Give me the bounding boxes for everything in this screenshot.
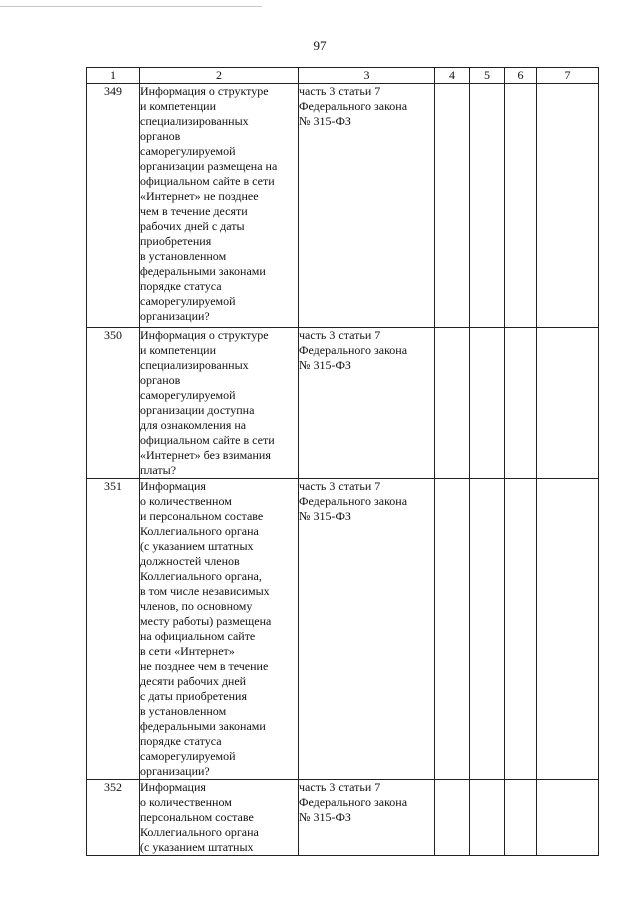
column-header-7: 7	[537, 68, 599, 84]
law-reference: часть 3 статьи 7 Федерального закона № 315-ФЗ	[299, 328, 435, 479]
top-divider-line	[0, 6, 262, 7]
table-row	[87, 84, 599, 328]
column-5-cell	[470, 328, 505, 479]
column-6-cell	[505, 780, 537, 856]
row-number: 349	[87, 84, 140, 328]
column-header-3: 3	[299, 68, 435, 84]
question-text: Информация о структуре и компетенции специализированных органов саморегулируемой организации доступна для ознакомления на официальном сайте в сети «Интернет» без взимания платы?	[140, 328, 299, 479]
law-reference: часть 3 статьи 7 Федерального закона № 315-ФЗ	[299, 84, 435, 328]
question-text: Информация о структуре и компетенции специализированных органов саморегулируемой организации размещена на официальном сайте в сети «Интернет» не позднее чем в течение десяти рабочих дней с даты приобретения в установленном федеральными законами порядке статуса саморегулируемой организации?	[140, 84, 299, 328]
column-header-2: 2	[140, 68, 299, 84]
question-text: Информация о количественном и персональном составе Коллегиального органа (с указанием штатных должностей членов Коллегиального органа, в том числе независимых членов, по основному месту работы) размещена на официальном сайте в сети «Интернет» не позднее чем в течение десяти рабочих дней с даты приобретения в установленном федеральными законами порядке статуса саморегулируемой организации?	[140, 479, 299, 780]
column-7-cell	[537, 328, 599, 479]
table-row	[87, 780, 599, 856]
column-4-cell	[435, 479, 470, 780]
column-header-1: 1	[87, 68, 140, 84]
column-4-cell	[435, 328, 470, 479]
column-7-cell	[537, 84, 599, 328]
column-header-5: 5	[470, 68, 505, 84]
column-header-6: 6	[505, 68, 537, 84]
question-text: Информация о количественном персональном составе Коллегиального органа (с указанием штатных	[140, 780, 299, 856]
column-7-cell	[537, 479, 599, 780]
table-row	[87, 479, 599, 780]
column-4-cell	[435, 780, 470, 856]
row-number: 352	[87, 780, 140, 856]
column-6-cell	[505, 479, 537, 780]
header-row	[87, 68, 599, 84]
checklist-table	[86, 67, 599, 856]
column-5-cell	[470, 84, 505, 328]
column-5-cell	[470, 780, 505, 856]
column-6-cell	[505, 328, 537, 479]
table-row	[87, 328, 599, 479]
page-number: 97	[313, 38, 327, 53]
law-reference: часть 3 статьи 7 Федерального закона № 315-ФЗ	[299, 479, 435, 780]
row-number: 351	[87, 479, 140, 780]
column-4-cell	[435, 84, 470, 328]
row-number: 350	[87, 328, 140, 479]
law-reference: часть 3 статьи 7 Федерального закона № 315-ФЗ	[299, 780, 435, 856]
column-6-cell	[505, 84, 537, 328]
column-7-cell	[537, 780, 599, 856]
column-header-4: 4	[435, 68, 470, 84]
column-5-cell	[470, 479, 505, 780]
